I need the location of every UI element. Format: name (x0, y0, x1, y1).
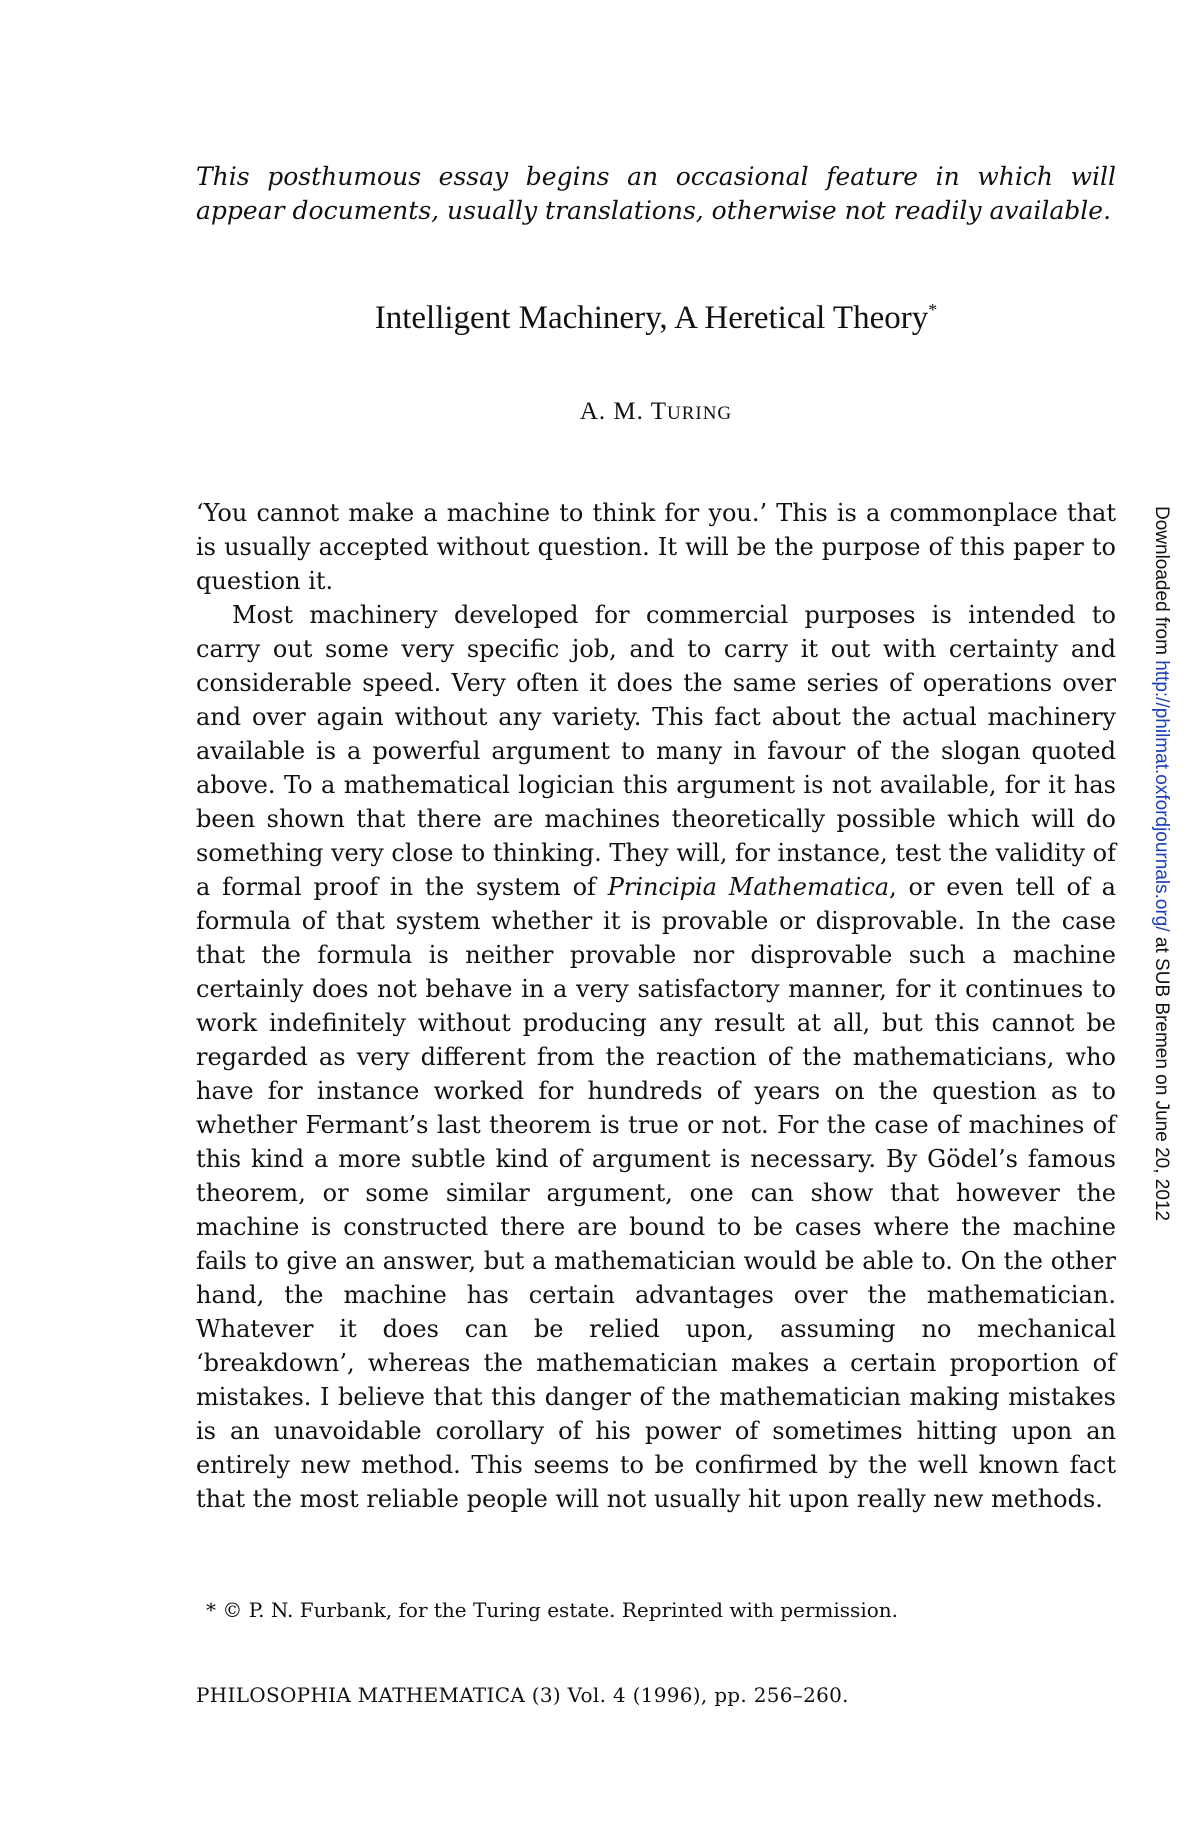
title-footnote-marker: * (928, 300, 938, 320)
article-body (196, 496, 1116, 1516)
author-surname-rest: URING (666, 403, 733, 424)
editorial-intro-note: This posthumous essay begins an occasional feature in which will appear documents, usually translations, otherwise not readily available. (196, 162, 1116, 225)
body-paragraph-2-part-b: , or even tell of a formula of that system whether it is provable or disprovable. In the case that the formula is neither provable nor disprovable such a machine certainly does not behave in a very satisfactory manner, for it continues to work indefinitely without producing any result at all, but this cannot be regarded as very different from the reaction of the mathematicians, who have for instance worked for hundreds of years on the question as to whether Fermant’s last theorem is true or not. For the case of machines of this kind a more subtle kind of argument is necessary. By Gödel’s famous theorem, or some similar argument, one can show that however the machine is constructed there are bound to be cases where the machine fails to give an answer, but a mathematician would be able to. On the other hand, the machine has certain advantages over the mathematician. Whatever it does can be relied upon, assuming no mechanical ‘breakdown’, whereas the mathematician makes a certain proportion of mistakes. I believe that this danger of the mathematician making mistakes is an unavoidable corollary of his power of sometimes hitting upon an entirely new method. This seems to be confirmed by the well known fact that the most reliable people will not usually hit upon really new methods. (196, 873, 1116, 1513)
journal-citation-footer: PHILOSOPHIA MATHEMATICA (3) Vol. 4 (1996), pp. 256–260. (196, 1683, 849, 1707)
body-paragraph-2-part-a: Most machinery developed for commercial purposes is intended to carry out some very specific job, and to carry it out with certainty and considerable speed. Very often it does the same series of operations over and over again without any variety. This fact about the actual machinery available is a powerful argument to many in favour of the slogan quoted above. To a mathematical logician this argument is not available, for it has been shown that there are machines theoretically possible which will do something very close to thinking. They will, for instance, test the validity of a formal proof in the system of (196, 601, 1117, 901)
body-paragraph-2 (196, 598, 1116, 1516)
article-author (196, 398, 1116, 426)
download-watermark (1150, 506, 1172, 1221)
download-watermark-suffix: at SUB Bremen on June 20, 2012 (1151, 931, 1172, 1222)
author-initials: A. M. (579, 398, 651, 425)
article-title (196, 290, 1116, 338)
copyright-footnote: * © P. N. Furbank, for the Turing estate. Reprinted with permission. (206, 1598, 898, 1622)
journal-url-link[interactable]: http://philmat.oxfordjournals.org/ (1151, 660, 1172, 932)
download-watermark-prefix: Downloaded from (1151, 506, 1172, 661)
principia-mathematica-italic: Principia Mathematica (607, 873, 890, 901)
author-surname-initial: T (650, 398, 667, 425)
body-paragraph-1: ‘You cannot make a machine to think for you.’ This is a commonplace that is usually accepted without question. It will be the purpose of this paper to question it. (196, 499, 1116, 595)
article-title-text: Intelligent Machinery, A Heretical Theory (374, 300, 929, 336)
